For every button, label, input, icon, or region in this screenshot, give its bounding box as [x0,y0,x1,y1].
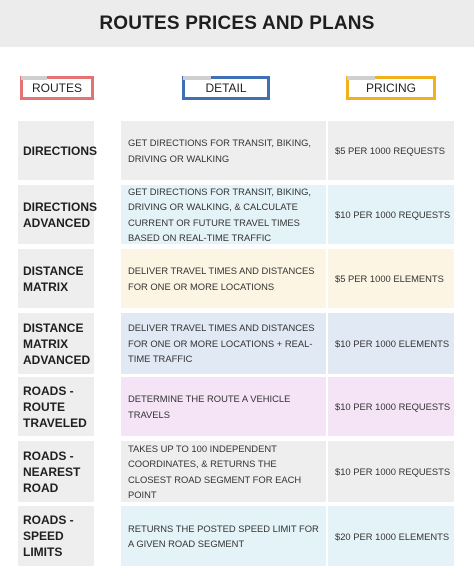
price-text: $5 PER 1000 REQUESTS [335,145,445,156]
route-label: DIRECTIONS [23,143,98,158]
route-label: ROADS - SPEED LIMITS [23,513,74,559]
table-row [0,377,474,436]
detail-cell [121,121,326,180]
route-label: ROADS - NEAREST ROAD [23,448,81,495]
table-row [0,441,474,502]
price-cell [328,185,454,244]
price-text: $10 PER 1000 REQUESTS [335,209,451,220]
detail-text: DELIVER TRAVEL TIMES AND DISTANCES FOR ONE OR MORE LOCATIONS [128,265,315,292]
detail-text: DETERMINE THE ROUTE A VEHICLE TRAVELS [128,393,291,420]
route-cell [18,249,94,308]
price-cell [328,506,454,566]
detail-cell [121,506,326,566]
pricing-header: PRICING [346,76,436,100]
route-cell [18,185,98,244]
route-cell [18,506,94,566]
detail-text: TAKES UP TO 100 INDEPENDENT COORDINATES, & RETURNS THE CLOSEST ROAD SEGMENT FOR EACH POINT [128,442,302,500]
route-cell [18,377,94,436]
table-row [0,313,474,374]
table-row [0,121,474,180]
route-cell [18,313,94,374]
price-cell [328,249,454,308]
detail-cell [121,249,326,308]
detail-cell [121,441,326,502]
detail-cell [121,313,326,374]
detail-header: DETAIL [182,76,270,100]
price-cell [328,377,454,436]
page-title: ROUTES PRICES AND PLANS [99,12,375,34]
price-text: $5 PER 1000 ELEMENTS [335,273,444,284]
route-cell [18,441,94,502]
price-cell [328,121,454,180]
table-row [0,506,474,566]
detail-cell [121,185,326,244]
route-label: ROADS - ROUTE TRAVELED [23,383,87,430]
price-cell [328,313,454,374]
price-text: $20 PER 1000 ELEMENTS [335,530,450,542]
detail-text: DELIVER TRAVEL TIMES AND DISTANCES FOR ONE OR MORE LOCATIONS + REAL-TIME TRAFFIC [128,322,315,365]
route-label: DISTANCE MATRIX ADVANCED [23,320,91,367]
price-text: $10 PER 1000 ELEMENTS [335,338,450,349]
price-text: $10 PER 1000 REQUESTS [335,466,451,477]
detail-text: GET DIRECTIONS FOR TRANSIT, BIKING, DRIVING OR WALKING, & CALCULATE CURRENT OR FUTURE TRAVEL TIMES BASED ON REAL-TIME TRAFFIC [128,185,312,243]
table-row [0,249,474,308]
route-cell [18,121,98,180]
detail-text: GET DIRECTIONS FOR TRANSIT, BIKING, DRIVING OR WALKING [128,137,312,164]
routes-header: ROUTES [20,76,94,100]
price-text: $10 PER 1000 REQUESTS [335,401,451,412]
title-bar [0,0,474,47]
table-row [0,185,474,244]
route-label: DISTANCE MATRIX [23,263,84,294]
detail-cell [121,377,326,436]
route-label: DIRECTIONS ADVANCED [23,199,98,230]
detail-text: RETURNS THE POSTED SPEED LIMIT FOR A GIVEN ROAD SEGMENT [128,522,319,549]
price-cell [328,441,454,502]
